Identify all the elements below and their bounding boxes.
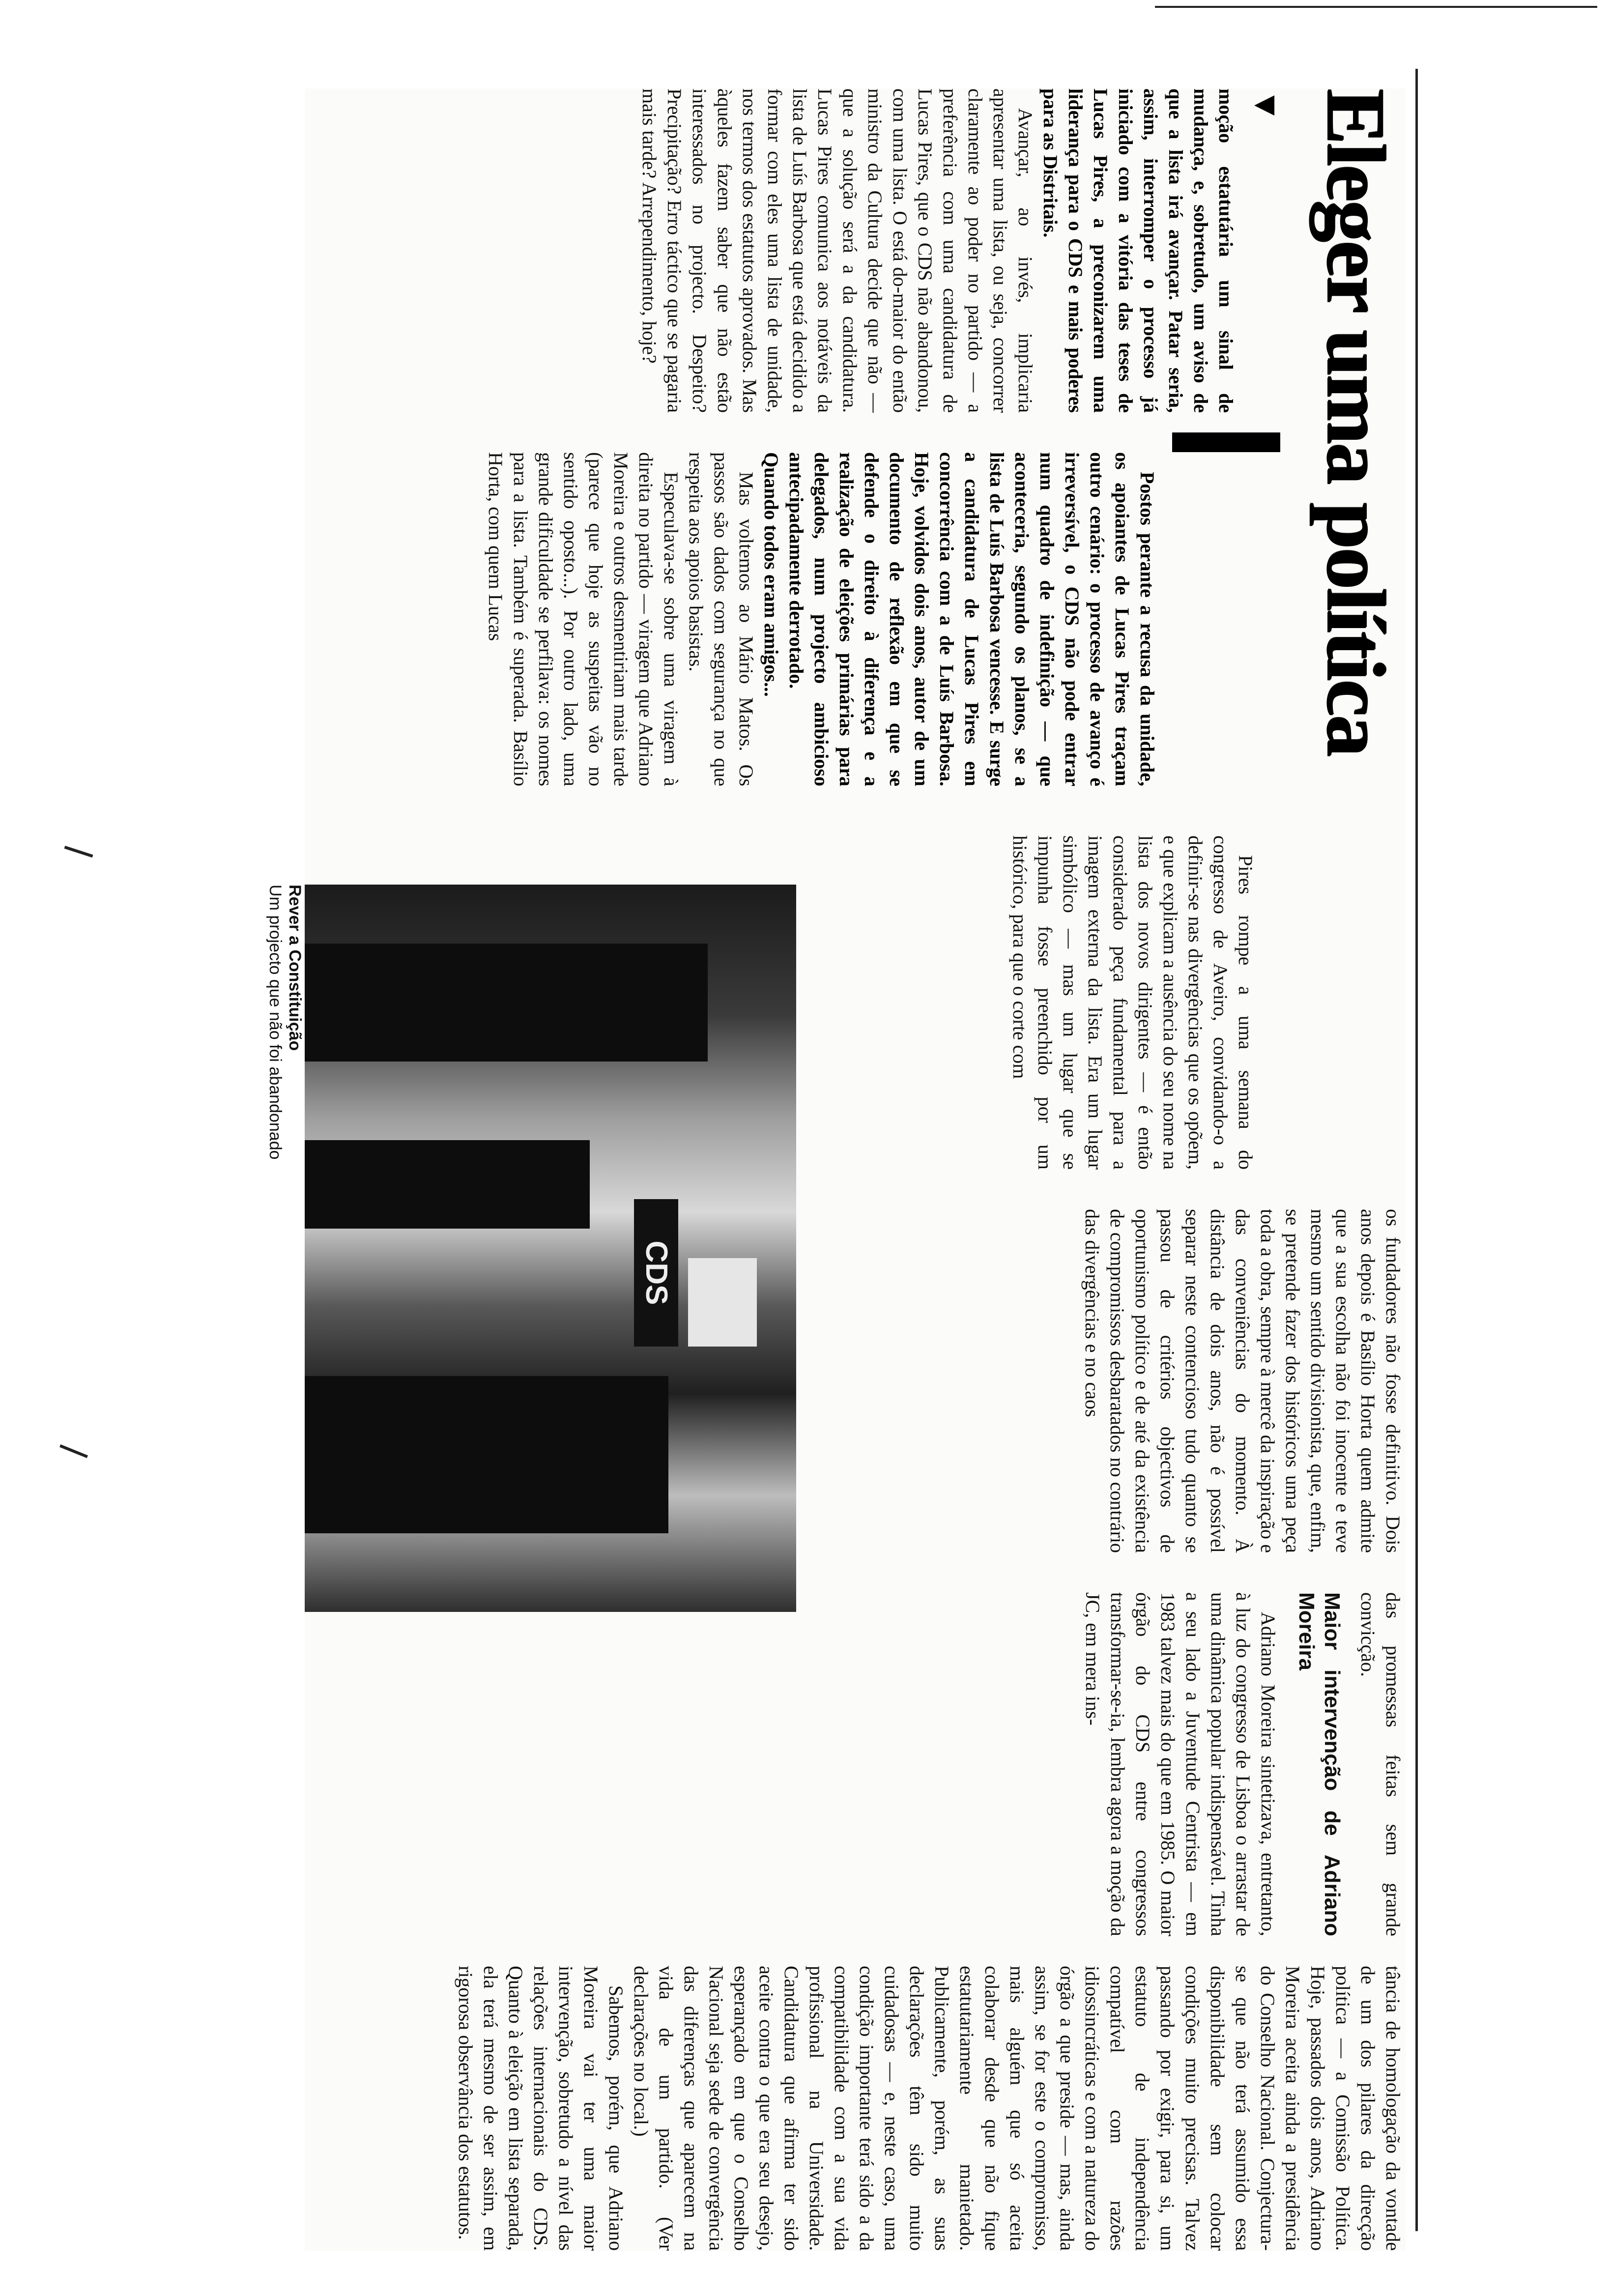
byline-rule bbox=[1172, 432, 1280, 452]
paragraph: Especulava-se sobre uma viragem à direita no partido — viragem que Adriano Moreira e outros desmentiriam mais tarde (parece que hoje as suspeitas vão no sentido oposto...). Por outro lado, uma grande dificuldade se perfilava: os nomes para a lista. Também é superada. Basílio Horta, com quem Lucas bbox=[485, 452, 682, 786]
paragraph: Postos perante a recusa da unidade, os apoiantes de Lucas Pires traçam outro cenário: o processo de avanço é irreversível, o CDS não pode entrar num quadro de indefinição — que aconteceria, segundo os planos, se a lista de Luís Barbosa vencesse. E surge a candidatura de Lucas Pires em concorrência com a de Luís Barbosa. Hoje, volvidos dois anos, autor de um documento de reflexão em que se defende o direito à diferença e a realização de eleições primárias para delegados, num projecto ambicioso antecipadamente derrotado. bbox=[785, 452, 1158, 786]
paragraph: os fundadores não fosse definitivo. Dois anos depois é Basílio Horta quem admite que a sua escolha não foi inocente e teve mesmo um sentido divisionista, que, enfim, se pretende fazer dos históricos uma peça toda a obra, sempre à mercê da inspiração e das conveniências do momento. À distância de dois anos, não é possível separar neste contencioso tudo quanto se passou de critérios objectivos de oportunismo político e de até da existência de compromissos desbaratados no contrário das divergências e no caos bbox=[1081, 1209, 1404, 1553]
caption-title: Rever a Constituição bbox=[286, 885, 304, 1051]
caption-text: Um projecto que não foi abandonado bbox=[266, 885, 285, 1160]
article-column-3 bbox=[796, 835, 1258, 1170]
paragraph: moção estatutária um sinal de mudança, e, sobretudo, um aviso de que a lista irá avançar. Patar seria, assim, interromper o processo já iniciado com a vitória das teses de Lucas Pires, a preconizarem uma liderança para o CDS e mais poderes para as Distritais. bbox=[1039, 88, 1237, 413]
scan-left-mark bbox=[59, 1444, 88, 1458]
photo-figure bbox=[305, 1140, 590, 1229]
paragraph: Adriano Moreira sintetizava, entretanto, à luz do congresso de Lisboa o arrastar de uma dinâmica popular indispensável. Tinha a seu lado a Juventude Centrista — em 1983 talvez mais do que em 1985. O maior órgão do CDS entre congressos transformar-se-ia, lembra agora a moção da JC, em mera ins- bbox=[1082, 1592, 1279, 1936]
paragraph: Avançar, ao invés, implicaria apresentar uma lista, ou seja, concorrer claramente ao poder no partido — a preferência com uma candidatura de Lucas Pires, que o CDS não abandonou, com uma lista. O está do-maior do então ministro da Cultura decide que não — que a solução será a da candidatura. Lucas Pires comunica aos notáveis da lista de Luís Barbosa que está decidido a formar com eles uma lista de unidade, nos termos dos estatutos aprovados. Mas àqueles fazem saber que não estão interessados no projecto. Despeito? Precipitação? Erro táctico que se pagaria mais tarde? Arrependimento, hoje? bbox=[638, 88, 1036, 413]
article-column-2 bbox=[305, 452, 1160, 786]
photo-figure bbox=[305, 944, 708, 1062]
paragraph: Pires rompe a uma semana do congresso de Aveiro, convidando-o a definir-se nas divergências que os opõem, e que explicam a ausência do seu nome na lista dos novos dirigentes — é então considerado peça fundamental para a imagem externa da lista. Era um lugar simbólico — mas um lugar que se impunha fosse preenchido por um histórico, para que o corte com bbox=[1009, 835, 1257, 1170]
kicker-arrow-icon: ▼ bbox=[1247, 88, 1285, 123]
photo-figure bbox=[305, 1376, 668, 1533]
subheading: Maior intervenção de Adriano Moreira bbox=[1295, 1592, 1344, 1936]
paragraph: das promessas feitas sem grande convicção. bbox=[1357, 1592, 1404, 1936]
scan-left-mark bbox=[64, 846, 93, 858]
paragraph: tância de homologação da vontade de um dos pilares da direcção política — a Comissão Política. Hoje, passados dois anos, Adriano Moreira aceita ainda a presidência do Conselho Nacional. Conjectura-se que não terá assumido essa disponibilidade sem colocar condições muito precisas. Talvez passando por exigir, para si, um estatuto de independência compatível com razões idiossincráticas e com a natureza do órgão a que preside — mas, ainda assim, se for este o compromisso, mais alguém que só aceita colaborar desde que não fique estatutariamente manietado. Publicamente, porém, as suas declarações têm sido muito cuidadosas — e, neste caso, uma condição importante terá sido a da compatibilidade com a sua vida profissional na Universidade. Candidatura que afirma ter sido aceite contra o que era seu desejo, esperançado em que o Conselho Nacional seja sede de convergência das diferenças que aparecem na vida de um partido. (Ver declarações no local.) bbox=[630, 1966, 1404, 2251]
paragraph: Quando todos eram amigos... bbox=[760, 452, 782, 697]
article-column-5 bbox=[796, 1592, 1406, 1936]
article-column-6 bbox=[305, 1966, 1406, 2251]
paragraph: Sabemos, porém, que Adriano Moreira vai ter uma maior intervenção, sobretudo a nível das relações internacionais do CDS. Quanto à eleição em lista separada, ela terá mesmo de ser assim, em rigorosa observância dos estatutos. bbox=[455, 1966, 627, 2251]
clipping-right-edge bbox=[1415, 69, 1418, 2231]
photo-highlight bbox=[688, 1258, 757, 1347]
paragraph: Mas voltemos ao Mário Matos. Os passos são dados com segurança no que respeita aos apoios basistas. bbox=[685, 452, 757, 786]
photo-sign: CDS bbox=[634, 1199, 678, 1347]
headline: Eleger uma política bbox=[1310, 88, 1403, 755]
article-column-1 bbox=[305, 88, 1238, 413]
article-photo bbox=[305, 885, 796, 1612]
photo-caption bbox=[265, 885, 305, 1612]
scan-top-rule bbox=[1155, 6, 1597, 8]
newspaper-clipping bbox=[266, 88, 1406, 2251]
article-column-4 bbox=[796, 1209, 1406, 1553]
